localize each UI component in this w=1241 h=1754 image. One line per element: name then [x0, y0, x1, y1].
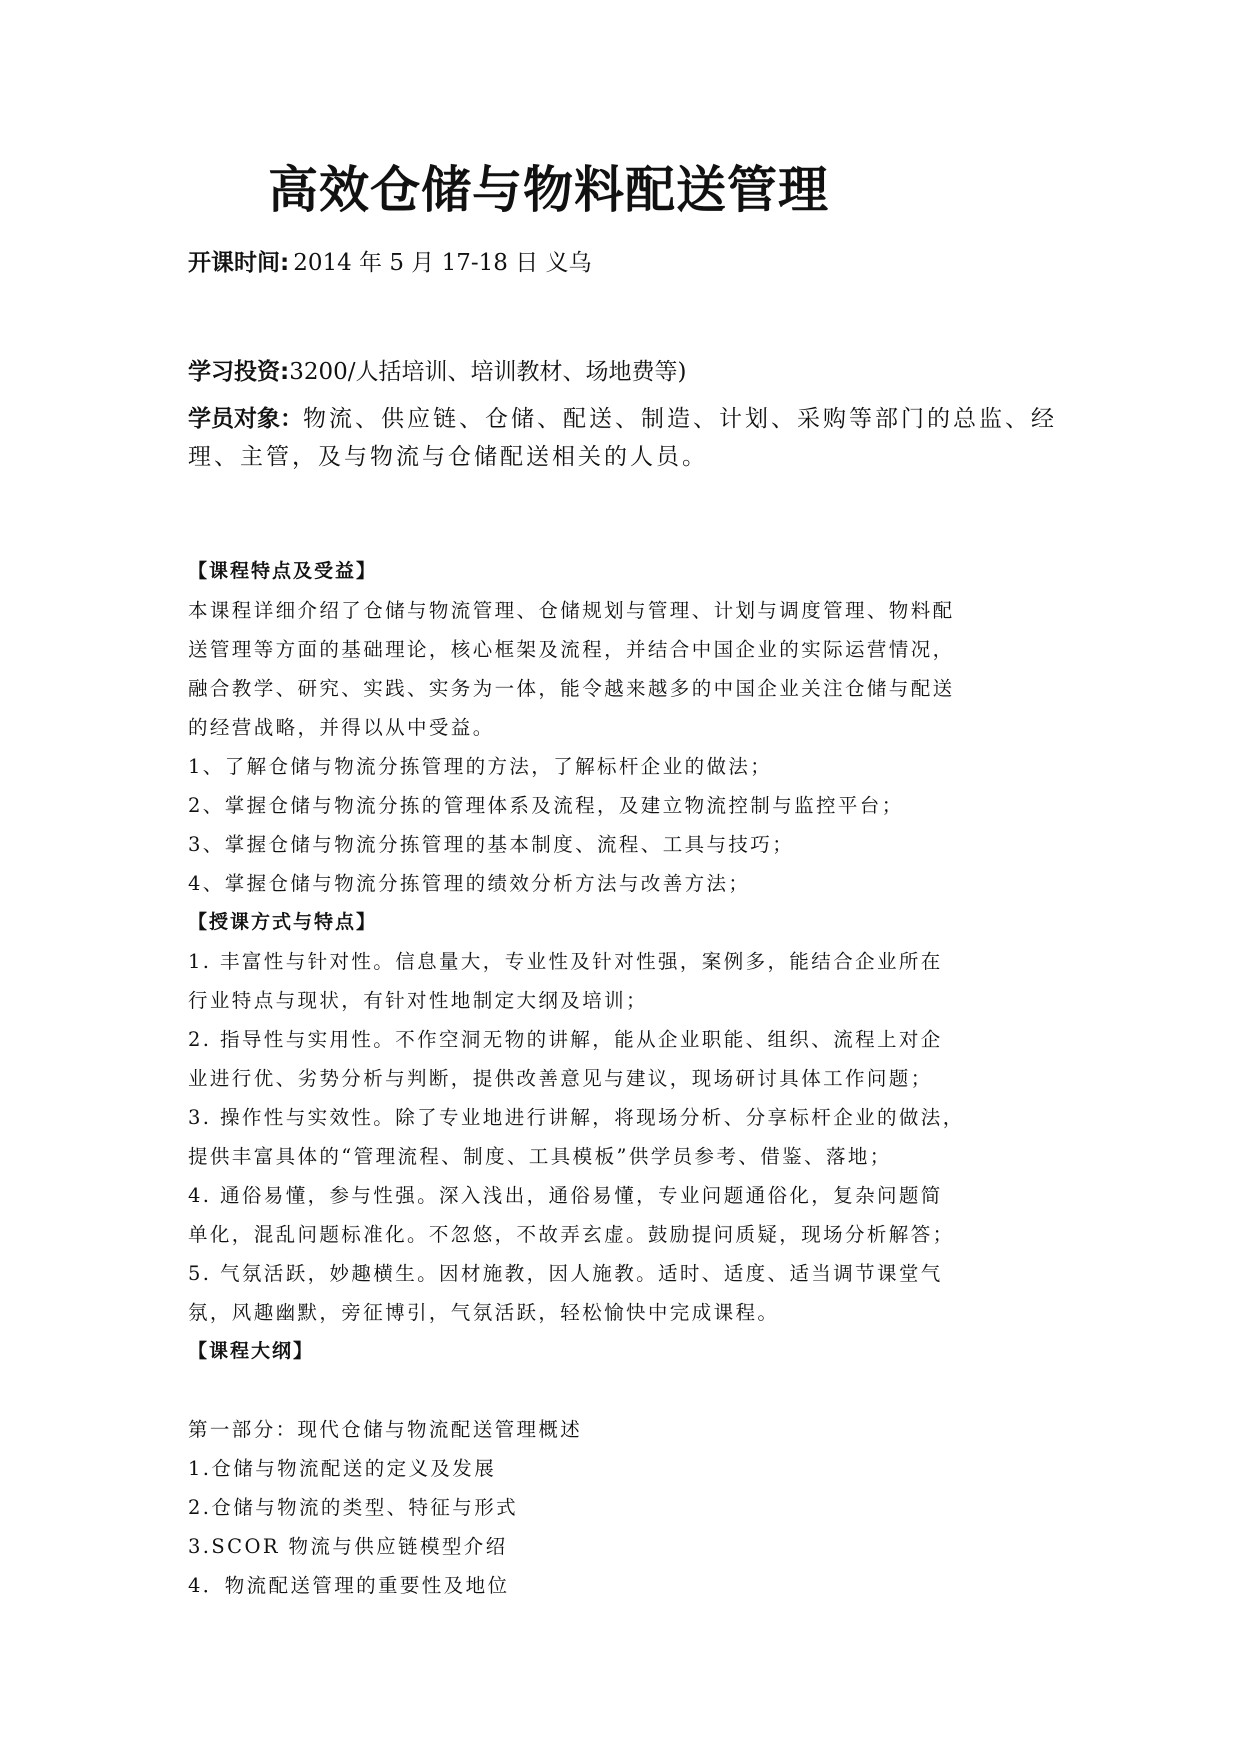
benefits-line: 送管理等方面的基础理论，核心框架及流程，并结合中国企业的实际运营情况， [188, 638, 955, 661]
outline-item: 2.仓储与物流的类型、特征与形式 [188, 1496, 519, 1519]
investment-label: 学习投资: [188, 359, 290, 385]
method-heading: 【授课方式与特点】 [188, 911, 378, 933]
benefits-line: 的经营战略，并得以从中受益。 [188, 716, 495, 739]
benefits-line: 2、掌握仓储与物流分拣的管理体系及流程，及建立物流控制与监控平台； [188, 794, 904, 817]
investment-value: 3200/人括培训、培训教材、场地费等) [289, 359, 687, 385]
document-title: 高效仓储与物料配送管理 [268, 161, 829, 219]
benefits-line: 融合教学、研究、实践、实务为一体，能令越来越多的中国企业关注仓储与配送 [188, 677, 955, 700]
method-line: 1. 丰富性与针对性。信息量大，专业性及针对性强，案例多，能结合企业所在 [188, 950, 943, 973]
method-line: 提供丰富具体的“管理流程、制度、工具模板”供学员参考、借鉴、落地； [188, 1145, 892, 1168]
outline-heading: 【课程大纲】 [188, 1340, 315, 1362]
method-line: 3. 操作性与实效性。除了专业地进行讲解，将现场分析、分享标杆企业的做法， [188, 1106, 965, 1129]
benefits-line: 本课程详细介绍了仓储与物流管理、仓储规划与管理、计划与调度管理、物料配 [188, 599, 955, 622]
course-content [188, 552, 1088, 1605]
outline-item: 1.仓储与物流配送的定义及发展 [188, 1457, 497, 1480]
method-line: 2. 指导性与实用性。不作空洞无物的讲解，能从企业职能、组织、流程上对企 [188, 1028, 943, 1051]
course-time-value: 2014 年 5 月 17-18 日 义乌 [293, 250, 592, 276]
method-line: 4. 通俗易懂，参与性强。深入浅出，通俗易懂，专业问题通俗化，复杂问题简 [188, 1184, 943, 1207]
method-line: 5. 气氛活跃，妙趣横生。因材施教，因人施教。适时、适度、适当调节课堂气 [188, 1262, 943, 1285]
investment [188, 353, 686, 386]
method-line: 业进行优、劣势分析与判断，提供改善意见与建议，现场研讨具体工作问题； [188, 1067, 933, 1090]
benefits-line: 3、掌握仓储与物流分拣管理的基本制度、流程、工具与技巧； [188, 833, 795, 856]
course-time-label: 开课时间: [188, 250, 290, 276]
outline-item: 3.SCOR 物流与供应链模型介绍 [188, 1535, 508, 1558]
target-value: 物流、供应链、仓储、配送、制造、计划、采购等部门的总监、经理、主管，及与物流与仓储配送相关的人员。 [188, 406, 1057, 470]
outline-spacer [188, 1371, 1088, 1410]
course-time [188, 244, 592, 277]
benefits-heading: 【课程特点及受益】 [188, 560, 378, 582]
benefits-line: 4、掌握仓储与物流分拣管理的绩效分析方法与改善方法； [188, 872, 751, 895]
benefits-line: 1、了解仓储与物流分拣管理的方法，了解标杆企业的做法； [188, 755, 773, 778]
target-audience [188, 400, 1068, 476]
outline-part-title: 第一部分：现代仓储与物流配送管理概述 [188, 1418, 583, 1441]
outline-item: 4．物流配送管理的重要性及地位 [188, 1574, 510, 1597]
target-label: 学员对象： [188, 406, 303, 432]
method-line: 氛，风趣幽默，旁征博引，气氛活跃，轻松愉快中完成课程。 [188, 1301, 780, 1324]
method-line: 单化，混乱问题标准化。不忽悠，不故弄玄虚。鼓励提问质疑，现场分析解答； [188, 1223, 955, 1246]
method-line: 行业特点与现状，有针对性地制定大纲及培训； [188, 989, 648, 1012]
